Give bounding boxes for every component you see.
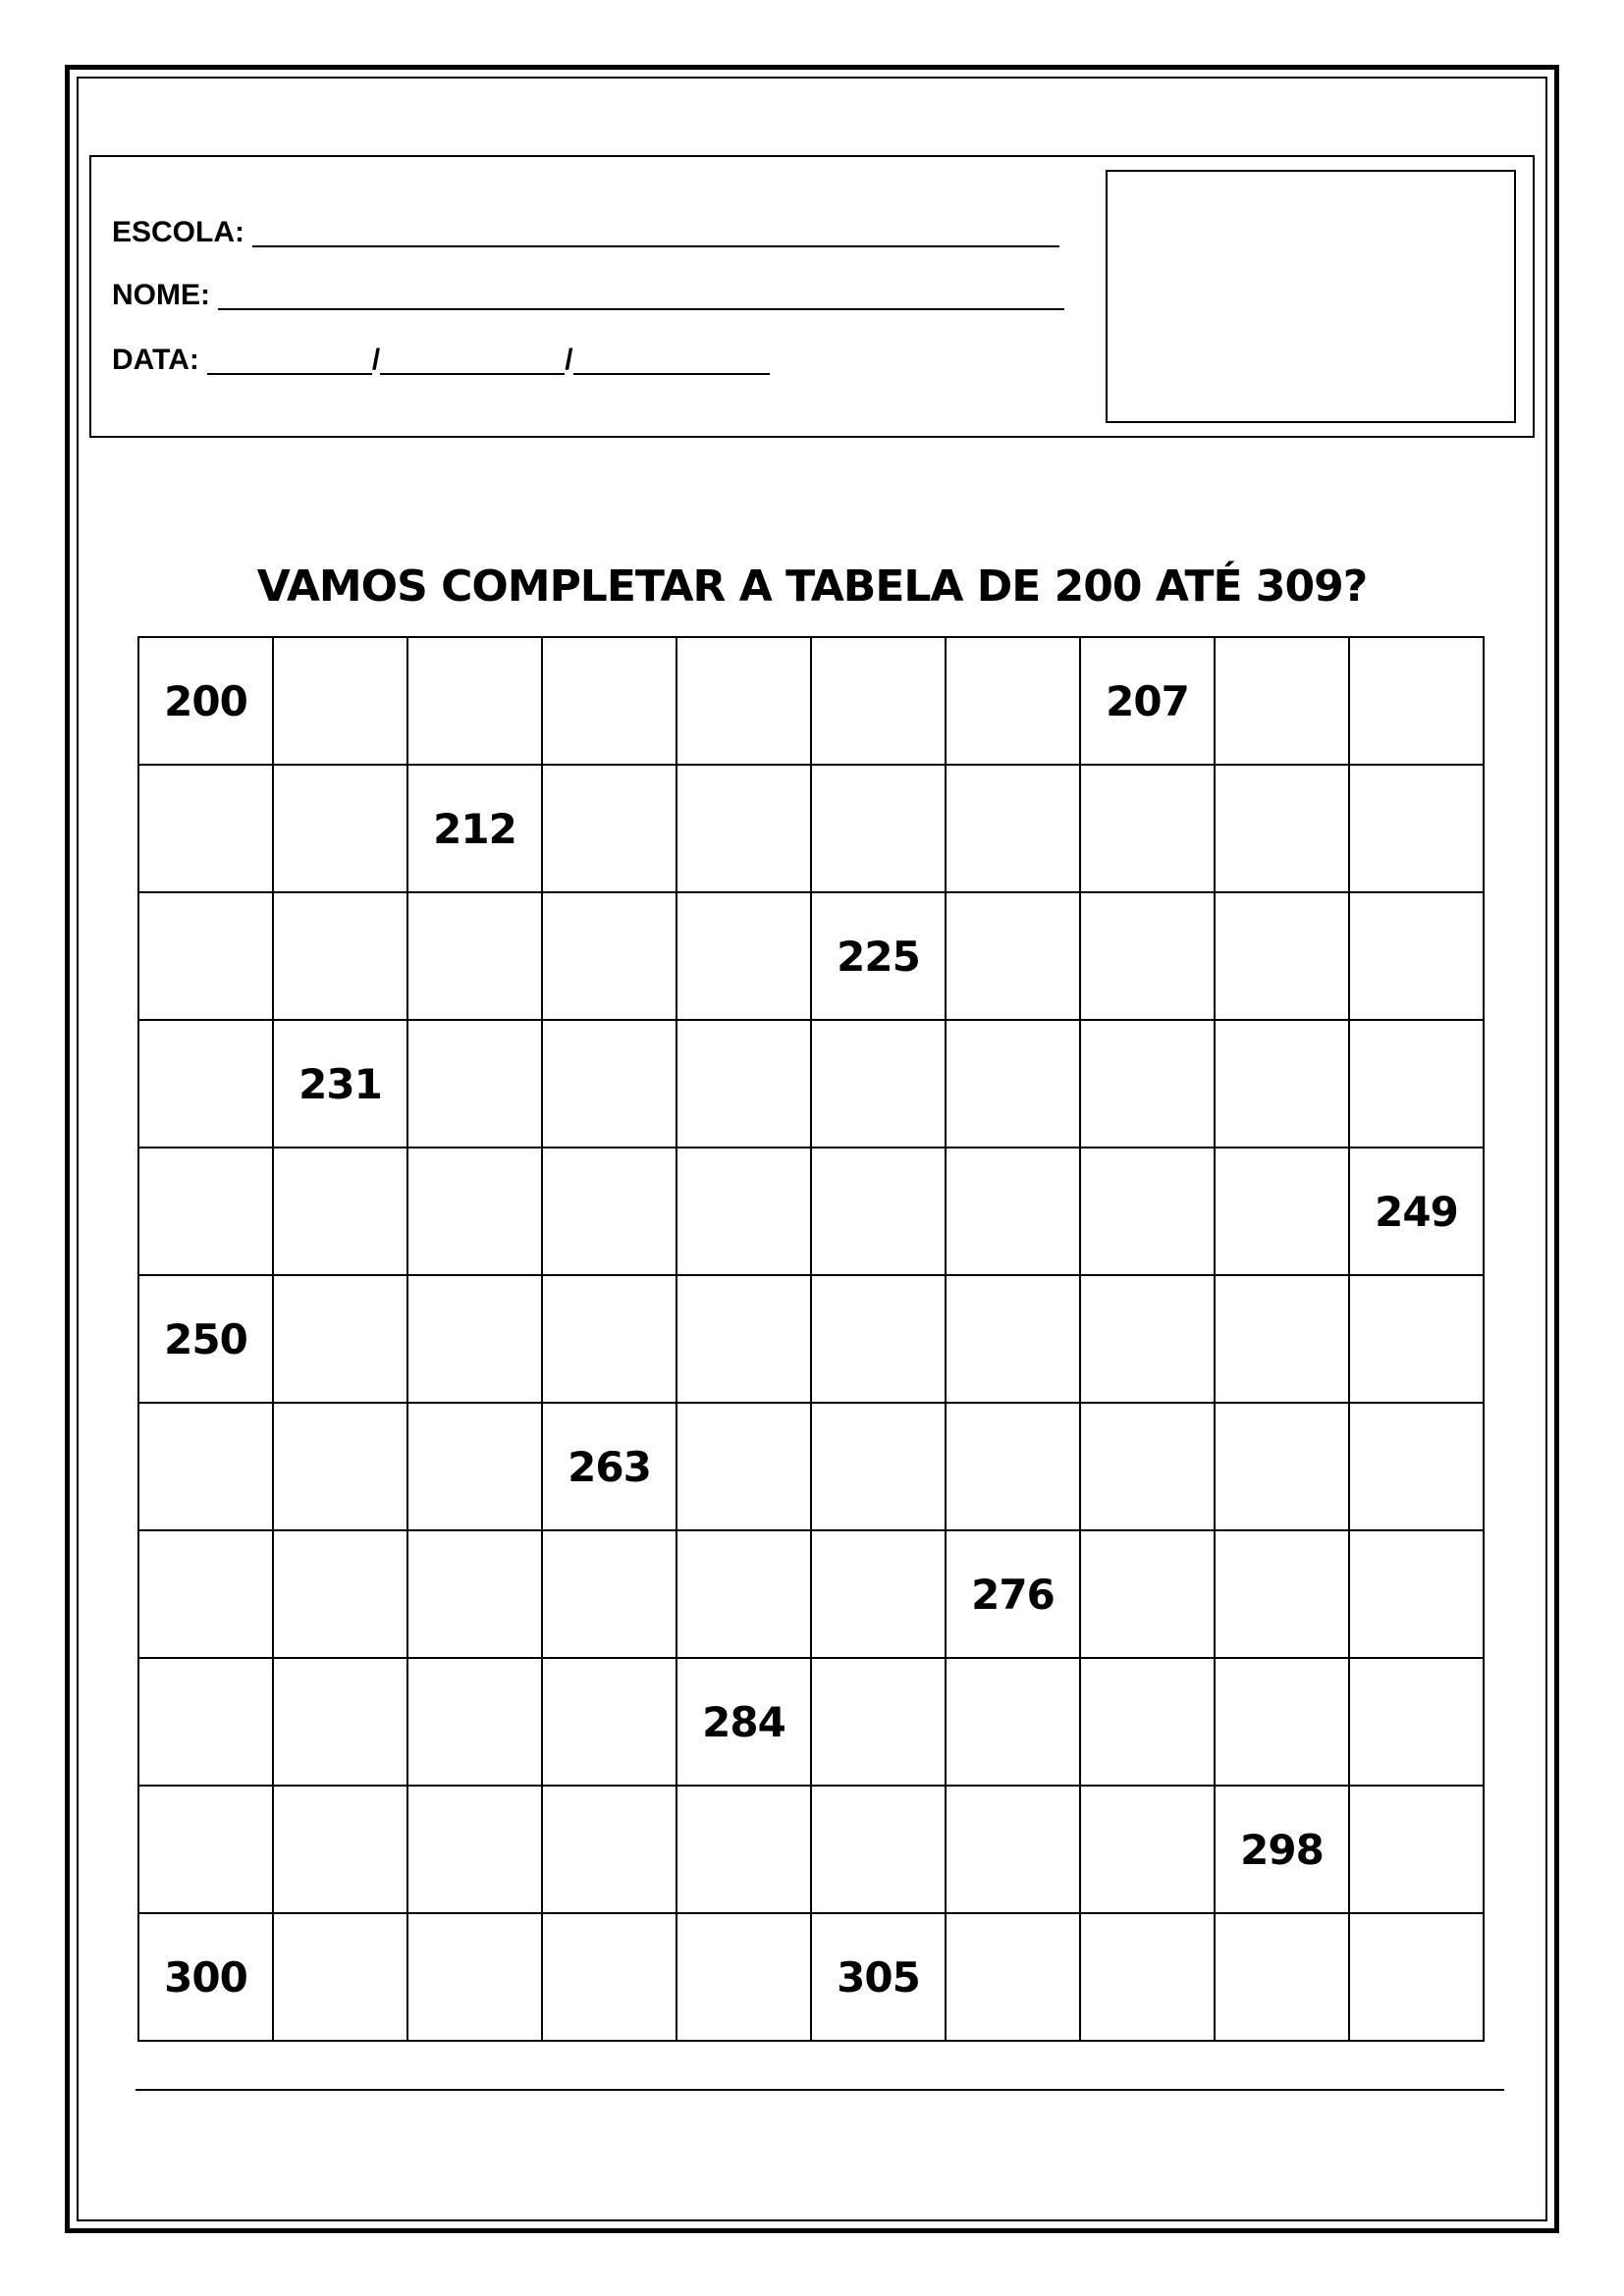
table-row	[138, 1913, 1484, 2041]
table-cell[interactable]	[273, 765, 407, 892]
table-cell[interactable]: 200	[138, 637, 273, 765]
table-cell[interactable]: 284	[677, 1658, 811, 1786]
table-row	[138, 637, 1484, 765]
table-row	[138, 1658, 1484, 1786]
table-cell[interactable]	[677, 892, 811, 1020]
table-cell[interactable]	[1349, 1275, 1484, 1403]
table-cell[interactable]	[273, 892, 407, 1020]
table-cell[interactable]	[138, 892, 273, 1020]
table-cell[interactable]	[273, 1275, 407, 1403]
table-cell[interactable]	[542, 892, 677, 1020]
table-cell[interactable]: 225	[811, 892, 946, 1020]
table-cell[interactable]	[1215, 1275, 1349, 1403]
date-month-line[interactable]	[380, 347, 565, 375]
table-cell[interactable]	[677, 637, 811, 765]
table-cell[interactable]	[1215, 1148, 1349, 1275]
table-cell[interactable]	[946, 892, 1080, 1020]
table-row	[138, 1148, 1484, 1275]
date-separator: /	[371, 344, 381, 376]
table-cell[interactable]	[542, 1148, 677, 1275]
table-cell[interactable]	[138, 1786, 273, 1913]
name-field	[112, 281, 1064, 310]
table-cell[interactable]	[542, 1530, 677, 1658]
table-cell[interactable]	[273, 1786, 407, 1913]
table-cell[interactable]	[1349, 765, 1484, 892]
table-cell[interactable]	[407, 892, 542, 1020]
table-cell[interactable]: 207	[1080, 637, 1215, 765]
table-cell[interactable]	[946, 1020, 1080, 1148]
school-field	[112, 218, 1059, 247]
table-cell[interactable]	[811, 1658, 946, 1786]
table-cell[interactable]	[407, 1148, 542, 1275]
table-cell[interactable]	[811, 1275, 946, 1403]
table-cell[interactable]	[811, 1530, 946, 1658]
table-cell[interactable]	[1080, 1020, 1215, 1148]
table-cell[interactable]	[542, 1020, 677, 1148]
table-cell[interactable]	[407, 1530, 542, 1658]
table-cell[interactable]	[811, 765, 946, 892]
table-cell[interactable]	[407, 1275, 542, 1403]
table-cell[interactable]	[407, 1786, 542, 1913]
table-row	[138, 1786, 1484, 1913]
name-input-line[interactable]	[218, 283, 1064, 310]
photo-box	[1106, 170, 1516, 423]
table-cell[interactable]	[1080, 1786, 1215, 1913]
table-cell[interactable]	[1349, 1913, 1484, 2041]
table-cell[interactable]: 250	[138, 1275, 273, 1403]
table-cell[interactable]: 298	[1215, 1786, 1349, 1913]
table-cell[interactable]	[1349, 637, 1484, 765]
table-cell[interactable]	[273, 1658, 407, 1786]
table-cell[interactable]	[1080, 1403, 1215, 1530]
table-cell[interactable]	[1080, 765, 1215, 892]
table-cell[interactable]	[138, 765, 273, 892]
table-cell[interactable]	[1215, 1020, 1349, 1148]
table-cell[interactable]: 276	[946, 1530, 1080, 1658]
table-cell[interactable]	[407, 637, 542, 765]
table-cell[interactable]	[946, 1658, 1080, 1786]
table-cell[interactable]	[1349, 1658, 1484, 1786]
table-row	[138, 1275, 1484, 1403]
table-cell[interactable]	[677, 1913, 811, 2041]
table-cell[interactable]	[811, 637, 946, 765]
table-cell[interactable]	[811, 1020, 946, 1148]
table-cell[interactable]	[1349, 1020, 1484, 1148]
table-cell[interactable]	[1080, 1913, 1215, 2041]
table-cell[interactable]	[1349, 892, 1484, 1020]
table-cell[interactable]: 300	[138, 1913, 273, 2041]
date-day-line[interactable]	[207, 347, 372, 375]
table-cell[interactable]	[1215, 1658, 1349, 1786]
page-title: VAMOS COMPLETAR A TABELA DE 200 ATÉ 309?	[256, 561, 1368, 612]
table-cell[interactable]: 263	[542, 1403, 677, 1530]
table-cell[interactable]	[1080, 892, 1215, 1020]
table-cell[interactable]	[677, 1020, 811, 1148]
table-cell[interactable]	[1080, 1275, 1215, 1403]
table-cell[interactable]	[138, 1148, 273, 1275]
table-cell[interactable]	[273, 1530, 407, 1658]
table-row	[138, 1020, 1484, 1148]
date-field	[112, 346, 770, 375]
table-cell[interactable]	[138, 1658, 273, 1786]
table-cell[interactable]	[1349, 1786, 1484, 1913]
table-cell[interactable]	[1215, 765, 1349, 892]
table-cell[interactable]	[273, 1913, 407, 2041]
table-cell[interactable]	[138, 1403, 273, 1530]
table-cell[interactable]	[1349, 1530, 1484, 1658]
table-row	[138, 892, 1484, 1020]
table-cell[interactable]	[1215, 1403, 1349, 1530]
number-table	[137, 636, 1485, 2042]
date-year-line[interactable]	[573, 347, 770, 375]
table-cell[interactable]	[407, 1020, 542, 1148]
table-cell[interactable]	[1080, 1148, 1215, 1275]
table-cell[interactable]	[273, 1403, 407, 1530]
date-separator: /	[565, 344, 573, 376]
table-cell[interactable]: 305	[811, 1913, 946, 2041]
table-cell[interactable]	[946, 637, 1080, 765]
table-row	[138, 1530, 1484, 1658]
name-label: NOME:	[112, 279, 210, 311]
table-cell[interactable]	[946, 1403, 1080, 1530]
table-cell[interactable]: 212	[407, 765, 542, 892]
table-cell[interactable]	[677, 1530, 811, 1658]
table-cell[interactable]	[138, 1530, 273, 1658]
table-cell[interactable]	[407, 1403, 542, 1530]
table-cell[interactable]	[407, 1658, 542, 1786]
table-cell[interactable]	[273, 637, 407, 765]
table-cell[interactable]: 231	[273, 1020, 407, 1148]
table-cell[interactable]	[138, 1020, 273, 1148]
school-input-line[interactable]	[252, 220, 1059, 247]
table-cell[interactable]	[946, 1913, 1080, 2041]
table-cell[interactable]	[1349, 1403, 1484, 1530]
table-cell[interactable]: 249	[1349, 1148, 1484, 1275]
table-cell[interactable]	[811, 1786, 946, 1913]
table-cell[interactable]	[542, 1658, 677, 1786]
table-cell[interactable]	[542, 765, 677, 892]
table-row	[138, 765, 1484, 892]
school-label: ESCOLA:	[112, 216, 244, 248]
table-cell[interactable]	[677, 1275, 811, 1403]
table-cell[interactable]	[542, 1786, 677, 1913]
date-label: DATA:	[112, 344, 199, 376]
table-cell[interactable]	[677, 1403, 811, 1530]
table-cell[interactable]	[407, 1913, 542, 2041]
table-cell[interactable]	[1215, 892, 1349, 1020]
table-cell[interactable]	[542, 1275, 677, 1403]
table-cell[interactable]	[1080, 1530, 1215, 1658]
table-cell[interactable]	[677, 1786, 811, 1913]
table-cell[interactable]	[273, 1148, 407, 1275]
table-cell[interactable]	[946, 1786, 1080, 1913]
table-cell[interactable]	[1215, 1913, 1349, 2041]
table-cell[interactable]	[1215, 1530, 1349, 1658]
table-cell[interactable]	[946, 1148, 1080, 1275]
table-cell[interactable]	[542, 637, 677, 765]
table-cell[interactable]	[946, 765, 1080, 892]
table-cell[interactable]	[542, 1913, 677, 2041]
table-cell[interactable]	[1080, 1658, 1215, 1786]
table-cell[interactable]	[1215, 637, 1349, 765]
table-row	[138, 1403, 1484, 1530]
table-cell[interactable]	[811, 1148, 946, 1275]
table-cell[interactable]	[677, 765, 811, 892]
bottom-divider	[135, 2089, 1504, 2091]
table-cell[interactable]	[811, 1403, 946, 1530]
table-cell[interactable]	[677, 1148, 811, 1275]
table-cell[interactable]	[946, 1275, 1080, 1403]
